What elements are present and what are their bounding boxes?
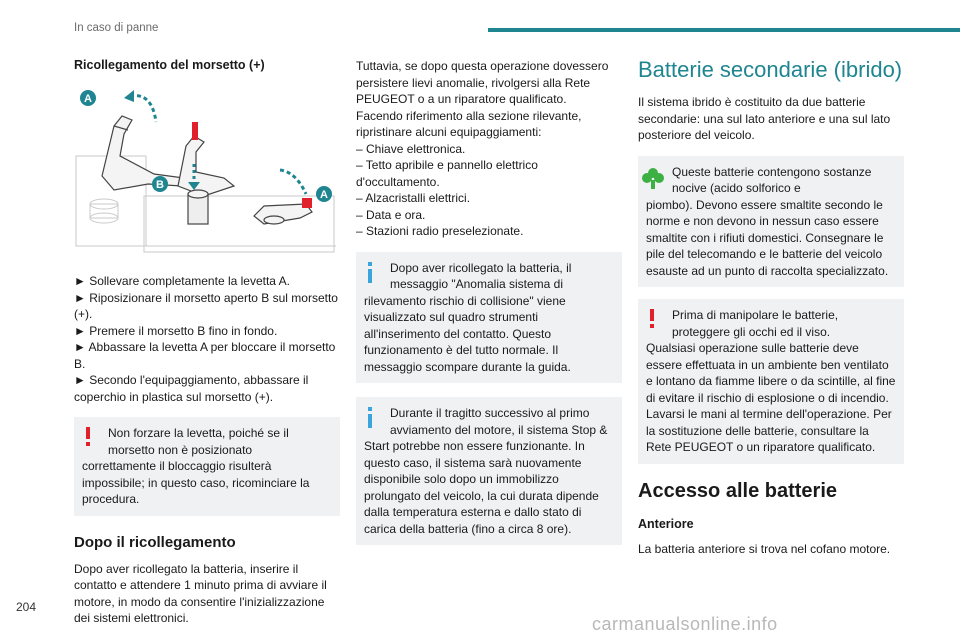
reset-list [356, 141, 622, 240]
eco-note: Queste batterie contengono sostanze nocive (acido solforico e piombo). Devono essere smaltite secondo le norme e non devono in nessun caso essere smaltite con i rifiuti domestici. Consegnare le pile del telecomando e le batterie del veicolo esauste ad un punto di raccolta specializzato. [638, 156, 904, 288]
list-item: – Tetto apribile e pannello elettrico d'occultamento. [356, 158, 538, 189]
info-note-stop-start: Durante il tragitto successivo al primo avviamento del motore, il sistema Stop & Start potrebbe non essere funzionante. In questo caso, il sistema sarà nuovamente disponibile solo dopo un immobilizzo prolungato del veicolo, la cui durata dipende dalla temperatura esterna e dallo stato di carica della batteria (fino a circa 8 ore). [356, 397, 622, 545]
lever-red-handle-2 [302, 198, 312, 208]
warning-note-handling: Prima di manipolare le batterie, proteggere gli occhi ed il viso. Qualsiasi operazione sulle batterie deve essere effettuata in un ambiente ben ventilato e lontano da fiamme libere o da scintille, al fine di evitare il rischio di esplosione o di incendio. Lavarsi le mani al termine dell'operazione. Per la sostituzione delle batterie, consultare la Rete PEUGEOT o un riparatore qualificato. [638, 299, 904, 464]
lever-red-handle [192, 122, 198, 140]
column-left [74, 58, 340, 627]
clamp-step-2 [178, 136, 234, 224]
step-4: ► Abbassare la levetta A per bloccare il morsetto B. [74, 340, 336, 371]
secondary-batteries-text: Il sistema ibrido è costituito da due batterie secondarie: una sul lato anteriore e una sul lato posteriore del veicolo. [638, 95, 891, 142]
list-item: – Chiave elettronica. [356, 141, 466, 156]
warning-note: Non forzare la levetta, poiché se il morsetto non è posizionato correttamente il bloccaggio risulterà impossibile; in questo caso, ricominciare la procedura. [74, 417, 340, 516]
clamp-illustration [74, 86, 340, 256]
clamp-step-1 [102, 116, 184, 190]
column-right [638, 58, 904, 557]
list-item: – Data e ora. [356, 207, 426, 222]
steps-list [74, 273, 340, 405]
step-3: ► Premere il morsetto B fino in fondo. [74, 323, 278, 338]
reset-intro: Facendo riferimento alla sezione rilevante, ripristinare alcuni equipaggiamenti: [356, 108, 582, 139]
section-title-secondary-batteries: Batterie secondarie (ibrido) [638, 57, 903, 82]
watermark: carmanualsonline.info [592, 614, 778, 634]
arrow-head-icon [124, 90, 134, 102]
info-icon [362, 407, 378, 429]
svg-text:A: A [84, 93, 92, 105]
svg-text:B: B [156, 179, 164, 191]
page-number: 204 [16, 600, 37, 614]
step-5: ► Secondo l'equipaggiamento, abbassare il coperchio in plastica sul morsetto (+). [74, 373, 309, 404]
arrow-down-icon-2 [280, 170, 306, 194]
list-item: – Alzacristalli elettrici. [356, 191, 471, 205]
section-title-access: Accesso alle batterie [638, 479, 837, 502]
svg-text:A: A [320, 189, 328, 201]
exclamation-icon [80, 427, 96, 447]
header-accent-bar [488, 28, 960, 32]
exclamation-icon [644, 309, 660, 329]
info-icon [362, 262, 378, 284]
info-note-collision: Dopo aver ricollegato la batteria, il messaggio "Anomalia sistema di rilevamento rischio di collisione" viene visualizzato sul quadro strumenti all'inserimento del contatto. Questo funzionamento è del tutto normale. Il messaggio scompare durante la guida. [356, 252, 622, 384]
column-middle [356, 58, 622, 545]
step-2: ► Riposizionare il morsetto aperto B sul morsetto (+). [74, 290, 338, 321]
section-title-reconnect: Ricollegamento del morsetto (+) [74, 58, 265, 72]
section-title-after: Dopo il ricollegamento [74, 533, 236, 551]
after-text: Dopo aver ricollegato la batteria, inserire il contatto e attendere 1 minuto prima di avviare il motore, in modo da consentire l'inizializzazione dei sistemi elettronici. [74, 561, 327, 625]
header-section-title: In caso di panne [74, 22, 159, 34]
front-text: La batteria anteriore si trova nel cofano motore. [638, 541, 891, 556]
recycle-tree-icon [642, 166, 664, 190]
list-item: – Stazioni radio preselezionate. [356, 224, 524, 238]
intro-text: Tuttavia, se dopo questa operazione dovessero persistere lievi anomalie, rivolgersi alla Rete PEUGEOT o a un riparatore qualificato. [356, 59, 609, 106]
step-1: ► Sollevare completamente la levetta A. [74, 274, 290, 288]
subsection-front: Anteriore [638, 516, 694, 531]
